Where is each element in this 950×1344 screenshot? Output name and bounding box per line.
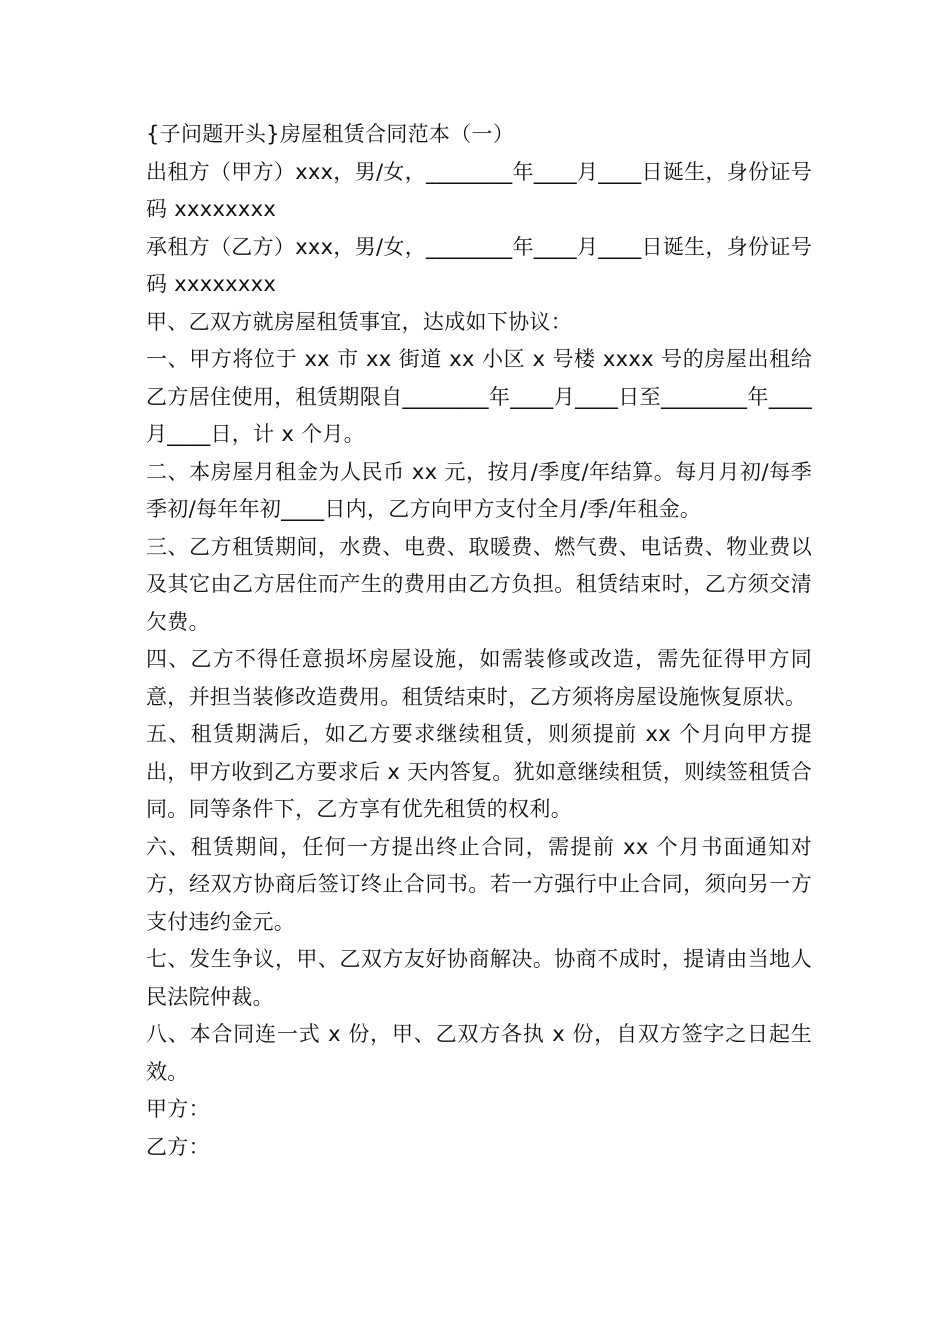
clause-3: 三、乙方租赁期间，水费、电费、取暖费、燃气费、电话费、物业费以及其它由乙方居住而产生的费用由乙方负担。租赁结束时，乙方须交清欠费。 — [146, 534, 812, 634]
clause-4: 四、乙方不得任意损坏房屋设施，如需装修或改造，需先征得甲方同意，并担当装修改造费用。租赁结束时，乙方须将房屋设施恢复原状。 — [146, 647, 812, 709]
clause-1: 一、甲方将位于 xx 市 xx 街道 xx 小区 x 号楼 xxxx 号的房屋出租给乙方居住使用，租赁期限自________年____月____日至________年____月____日，计 x 个月。 — [146, 347, 812, 446]
signature-party-b: 乙方： — [146, 1134, 210, 1159]
clause-2: 二、本房屋月租金为人民币 xx 元，按月/季度/年结算。每月月初/每季季初/每年年初____日内，乙方向甲方支付全月/季/年租金。 — [146, 459, 812, 521]
lessee-info: 承租方（乙方）xxx，男/女，________年____月____日诞生，身份证号码 xxxxxxxx — [146, 234, 812, 296]
clause-8: 八、本合同连一式 x 份，甲、乙双方各执 x 份，自双方签字之日起生效。 — [146, 1022, 812, 1084]
lessor-info: 出租方（甲方）xxx，男/女，________年____月____日诞生，身份证号码 xxxxxxxx — [146, 159, 812, 221]
clause-5: 五、租赁期满后，如乙方要求继续租赁，则须提前 xx 个月向甲方提出，甲方收到乙方要求后 x 天内答复。犹如意继续租赁，则续签租赁合同。同等条件下，乙方享有优先租赁的权利。 — [146, 722, 812, 821]
clause-7: 七、发生争议，甲、乙双方友好协商解决。协商不成时，提请由当地人民法院仲裁。 — [146, 947, 812, 1009]
signature-party-a: 甲方： — [146, 1097, 210, 1121]
agreement-intro: 甲、乙双方就房屋租赁事宜，达成如下协议： — [146, 309, 572, 334]
clause-6: 六、租赁期间，任何一方提出终止合同，需提前 xx 个月书面通知对方，经双方协商后签订终止合同书。若一方强行中止合同，须向另一方支付违约金元。 — [146, 834, 812, 934]
contract-title: {子问题开头}房屋租赁合同范本（一） — [146, 122, 515, 146]
contract-body — [146, 116, 812, 1166]
